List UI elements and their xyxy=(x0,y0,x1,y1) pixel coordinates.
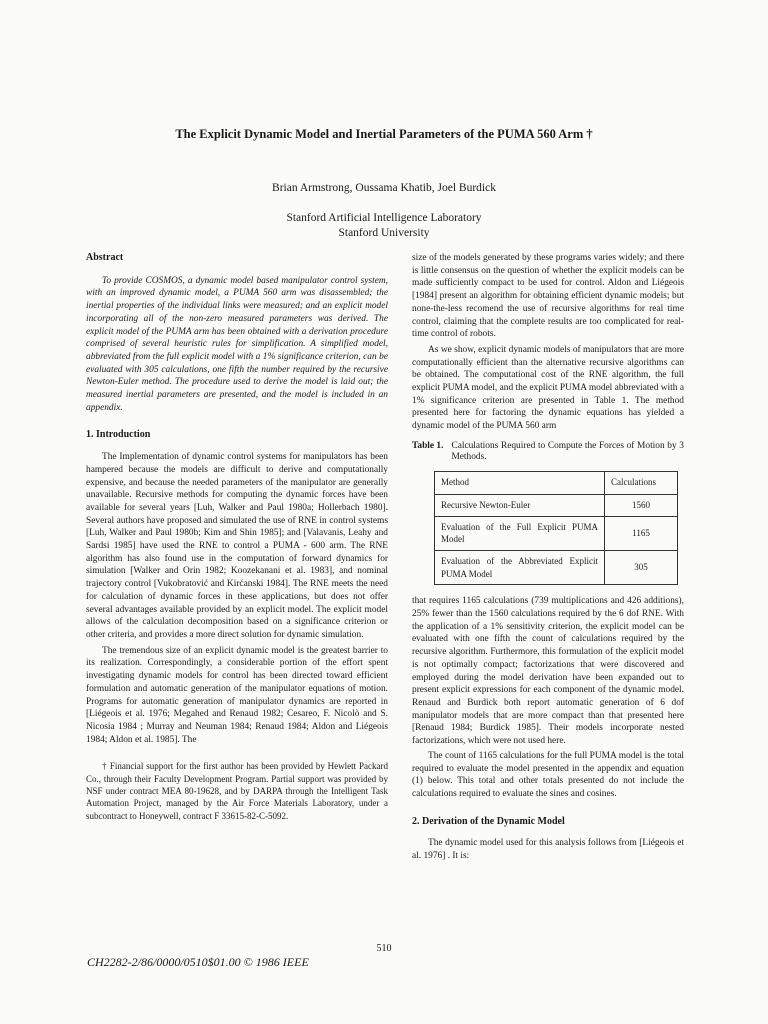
affiliation xyxy=(0,211,768,241)
table-header-row xyxy=(435,471,678,494)
abstract-heading: Abstract xyxy=(86,252,124,263)
table-cell-calc: 1165 xyxy=(605,516,678,550)
table-cell-calc: 1560 xyxy=(605,494,678,516)
intro-paragraph-1: The Implementation of dynamic control systems for manipulators has been hampered because the models are difficult to derive and computationally expensive, and because the needed parameters of the manipulator are generally unavailable. Recursive methods for computing the dynamic forces have been available for several years [Luh, Walker and Paul 1980a; Hollerbach 1980]. Several authors have proposed and simulated the use of RNE in control systems [Luh, Walker and Paul 1980b; Kim and Shin 1985]; and [Valavanis, Leahy and Sardsi 1985] have used the RNE to control a PUMA - 600 arm. The RNE algorithm has also found use in the computation of forward dynamics for simulation [Walker and Orin 1982; Koozekanani et al. 1983], and nominal trajectory control [Vukobratović and Kirćanski 1984]. The RNE meets the need for calculation of dynamic forces in these applications, but does not offer several advantages available provided by an explicit model. The explicit model allows of the calculation decomposition based on a significance criterion or other criteria, and provides a more direct solution for dynamic simulation. xyxy=(86,452,388,640)
abstract-text: To provide COSMOS, a dynamic model based manipulator control system, with an improved dynamic model, a PUMA 560 arm was disassembled; the inertial properties of the individual links were measured; and an explicit model incorporating all of the non-zero measured parameters was derived. The explicit model of the PUMA arm has been obtained with a derivation procedure comprised of several heuristic rules for simplification. A simplified model, abbreviated from the full explicit model with a 1% significance criterion, can be evaluated with 305 calculations, one fifth the number required by the recursive Newton-Euler method. The procedure used to derive the model is laid out; the measured inertial parameters are presented, and the model is included in an appendix. xyxy=(86,275,388,413)
section-2-heading: 2. Derivation of the Dynamic Model xyxy=(412,815,565,827)
right-paragraph-4: The count of 1165 calculations for the full PUMA model is the total required to evaluate the model presented in the appendix and equation (1) below. This total and other totals presented do not include the calculations required to evaluate the sines and cosines. xyxy=(412,750,684,799)
affiliation-university: Stanford University xyxy=(338,227,430,239)
intro-paragraph-2: The tremendous size of an explicit dynamic model is the greatest barrier to its realization. Correspondingly, a considerable portion of the effort spent investigating dynamic models for control has been directed toward efficient formulation and automatic generation of the manipulator equations of motion. Programs for automatic generation of manipulator dynamics are reported in [Liégeois et al. 1976; Megahed and Renaud 1982; Cesareo, F. Nicolò and S. Nicosia 1984 ; Murray and Neuman 1984; Renaud 1984; Aldon and Liégeois 1984; Aldon et al. 1985]. The xyxy=(86,645,388,745)
introduction-heading: 1. Introduction xyxy=(86,429,151,441)
table-row xyxy=(435,494,678,516)
table-header-method: Method xyxy=(435,471,605,494)
left-column xyxy=(86,252,388,822)
table-header-calculations: Calculations xyxy=(605,471,678,494)
table-cell-method: Evaluation of the Abbreviated Explicit PUMA Model xyxy=(435,550,605,584)
footnote: † Financial support for the first author has been provided by Hewlett Packard Co., through their Faculty Development Program. Partial support was provided by NSF under contract MEA 80-19628, and by DARPA through the Intelligent Task Automation Project, managed by the Air Force Materials Laboratory, under a subcontract to Honeywell, contract F 33615-82-C-5092. xyxy=(86,761,388,821)
footer-identifier: CH2282-2/86/0000/0510$01.00 © 1986 IEEE xyxy=(87,955,309,969)
table-caption-label: Table 1. xyxy=(412,440,444,451)
table-row xyxy=(435,516,678,550)
table-cell-method: Recursive Newton-Euler xyxy=(435,494,605,516)
right-paragraph-2: As we show, explicit dynamic models of manipulators that are more computationally efficient than the alternative recursive algorithms can be obtained. The computational cost of the RNE algorithm, the full explicit PUMA model, and the explicit PUMA model abbreviated with a 1% significance criterion are presented in Table 1. The method presented here for factoring the dynamic equations has yielded a dynamic model of the PUMA 560 arm xyxy=(412,344,684,432)
table-cell-method: Evaluation of the Full Explicit PUMA Model xyxy=(435,516,605,550)
paper-title: The Explicit Dynamic Model and Inertial Parameters of the PUMA 560 Arm † xyxy=(175,127,593,141)
author-list: Brian Armstrong, Oussama Khatib, Joel Burdick xyxy=(272,182,496,194)
right-paragraph-1: size of the models generated by these programs varies widely; and there is little consensus on the question of whether the explicit models can be made sufficiently compact to be used for control. Aldon and Liégeois [1984] present an algorithm for obtaining efficient dynamic models; but none-the-less recomend the use of recursive algorithms for real time control, claiming that the complete results are too complicated for real-time control of robots. xyxy=(412,253,684,340)
right-column xyxy=(412,252,684,863)
table-caption xyxy=(412,441,684,463)
right-paragraph-3: that requires 1165 calculations (739 multiplications and 426 additions), 25% fewer than the 1560 calculations required by the 6 dof RNE. With the application of a 1% sensitivity criterion, the explicit model can be evaluated with one fifth the count of calculations required by the recursive algorithm. Furthermore, this formulation of the explicit model is not optimally compact; factorizations that were discovered and employed during the model derivation have been expanded out to present explicit expressions for each component of the dynamic model. Renaud and Burdick both report automatic generation of 6 dof manipulator models that are more compact than that presented here [Renaud 1984; Burdick 1985]. Their models incorporate nested factorizations, which were not used here. xyxy=(412,596,684,747)
table-row xyxy=(435,550,678,584)
affiliation-lab: Stanford Artificial Intelligence Laboratory xyxy=(286,212,482,224)
table-caption-text: Calculations Required to Compute the Forces of Motion by 3 Methods. xyxy=(451,440,684,462)
table-cell-calc: 305 xyxy=(605,550,678,584)
right-paragraph-5: The dynamic model used for this analysis follows from [Liégeois et al. 1976] . It is: xyxy=(412,838,684,862)
calculations-table xyxy=(434,471,678,586)
page-number: 510 xyxy=(376,943,392,954)
